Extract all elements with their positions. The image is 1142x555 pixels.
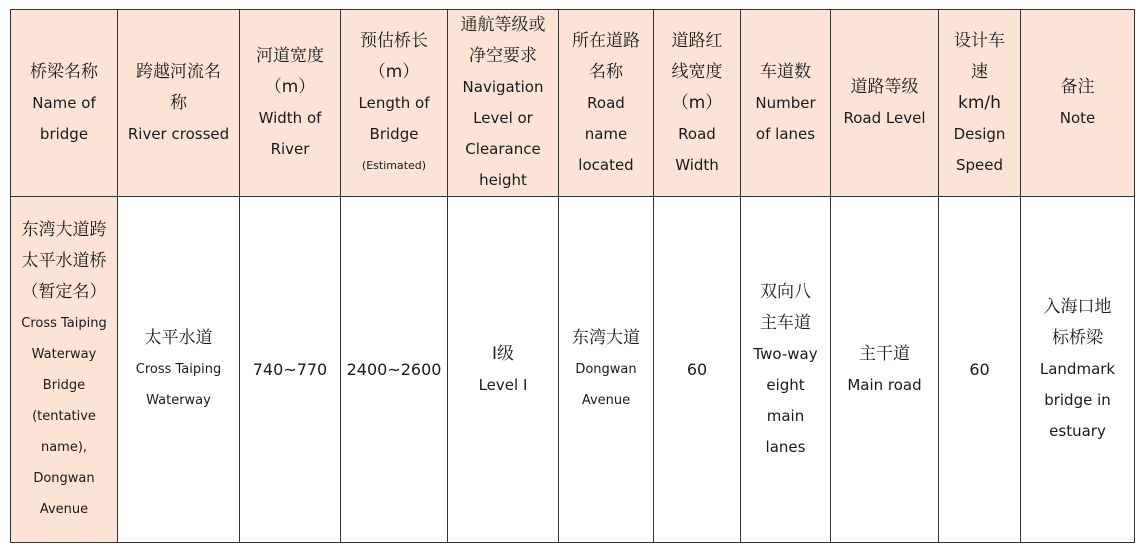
cell-note: 入海口地标桥梁 Landmark bridge in estuary: [1021, 197, 1135, 543]
header-bridge-length: 预估桥长（m） Length of Bridge (Estimated): [341, 10, 448, 197]
cell-lanes: 双向八主车道 Two-way eight main lanes: [741, 197, 831, 543]
header-lanes: 车道数 Number of lanes: [741, 10, 831, 197]
cell-road-level: 主干道 Main road: [831, 197, 939, 543]
header-row: [11, 10, 1135, 197]
header-bridge-name: 桥梁名称 Name of bridge: [11, 10, 118, 197]
header-navigation-level: 通航等级或净空要求 Navigation Level or Clearance height: [448, 10, 559, 197]
cell-bridge-length: 2400~2600: [341, 197, 448, 543]
header-road-name: 所在道路名称 Road name located: [559, 10, 654, 197]
cell-navigation-level: Ⅰ级 Level I: [448, 197, 559, 543]
table-row: [11, 197, 1135, 543]
cell-road-width: 60: [654, 197, 741, 543]
header-river-crossed: 跨越河流名称 River crossed: [118, 10, 240, 197]
header-river-width: 河道宽度（m） Width of River: [240, 10, 341, 197]
cell-road-name: 东湾大道 Dongwan Avenue: [559, 197, 654, 543]
header-road-level: 道路等级 Road Level: [831, 10, 939, 197]
cell-design-speed: 60: [939, 197, 1021, 543]
cell-river-crossed: 太平水道 Cross Taiping Waterway: [118, 197, 240, 543]
cell-river-width: 740~770: [240, 197, 341, 543]
bridge-table: [10, 9, 1135, 543]
header-note: 备注 Note: [1021, 10, 1135, 197]
header-road-width: 道路红线宽度（m） Road Width: [654, 10, 741, 197]
cell-bridge-name: 东湾大道跨太平水道桥（暂定名） Cross Taiping Waterway Bridge (tentative name), Dongwan Avenue: [11, 197, 118, 543]
header-design-speed: 设计车速 km/h Design Speed: [939, 10, 1021, 197]
